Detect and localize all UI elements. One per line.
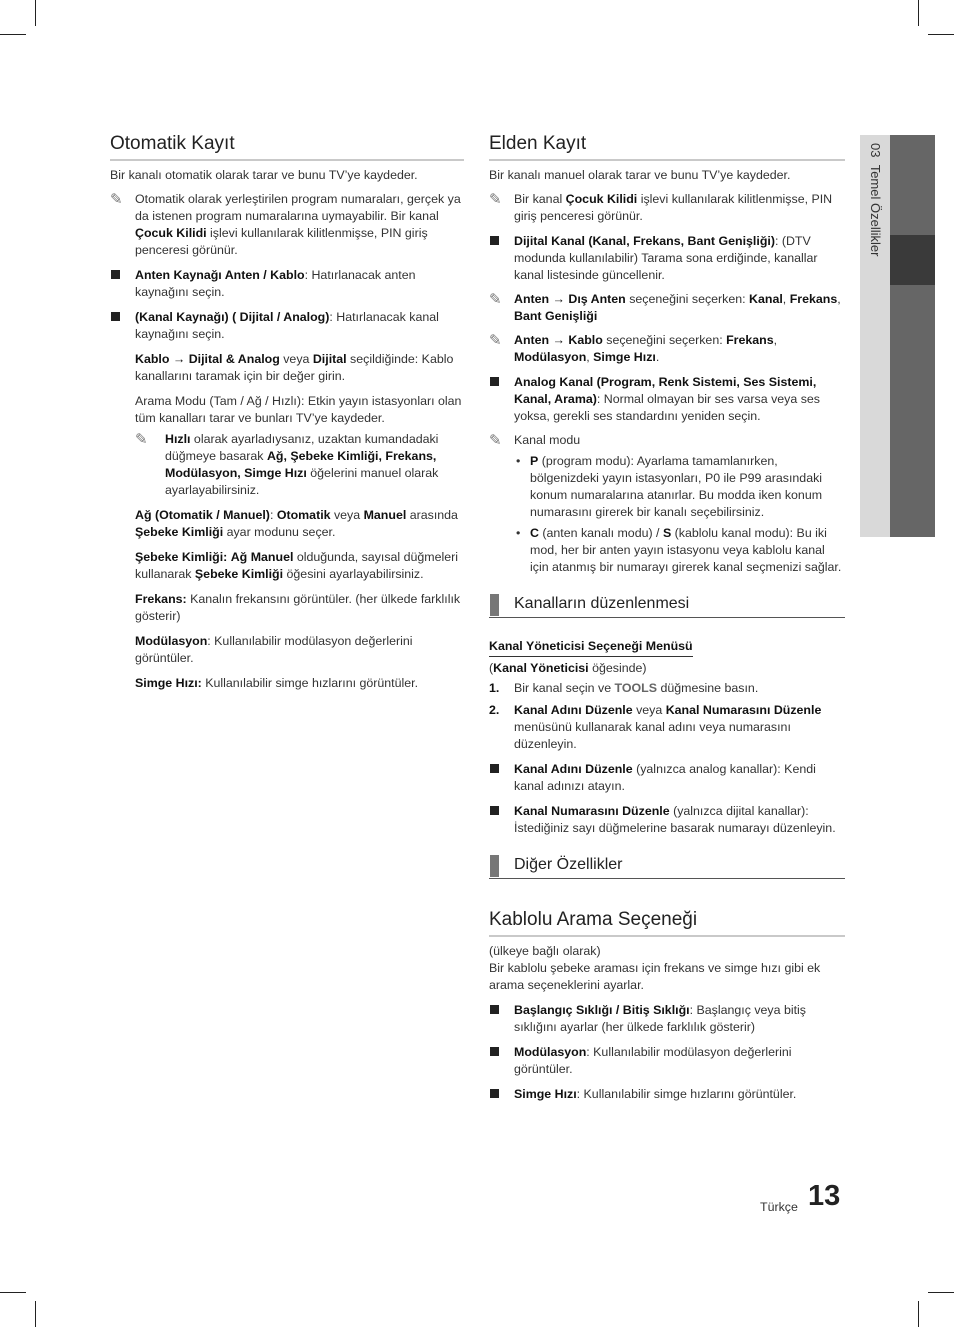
right-column <box>489 133 845 1103</box>
numbered-step: 1. Bir kanal seçin ve TOOLS düğmesine basın. <box>489 681 759 695</box>
crop-mark <box>35 1301 36 1327</box>
crop-mark <box>918 0 919 26</box>
paragraph: Arama Modu (Tam / Ağ / Hızlı): Etkin yayın istasyonları olan tüm kanalları tarar ve bunları TV’ye kaydeder. <box>135 394 462 425</box>
channel-mode-list <box>489 453 845 576</box>
square-bullet-icon <box>490 236 499 245</box>
bullet-item: Anten Kaynağı Anten / Kablo: Hatırlanacak anten kaynağını seçin. <box>110 267 464 301</box>
paragraph: Bir kablolu şebeke araması için frekans ve simge hızı gibi ek arama seçeneklerini ayarlar. <box>489 961 821 992</box>
intro-text: Bir kanalı otomatik olarak tarar ve bunu TV’ye kaydeder. <box>110 168 418 182</box>
paragraph: Kablo → Dijital & Analog veya Dijital seçildiğinde: Kablo kanallarını taramak için bir değer girin. <box>135 352 454 383</box>
paragraph: Modülasyon: Kullanılabilir modülasyon değerlerini görüntüler. <box>135 634 413 665</box>
paragraph: (Kanal Yöneticisi öğesinde) <box>489 661 647 675</box>
bullet-item: Analog Kanal (Program, Renk Sistemi, Ses Sistemi, Kanal, Arama): Normal olmayan bir ses varsa veya ses yoksa, gerekli ses standardını yeniden seçin. <box>489 374 845 425</box>
dot-bullet-icon: • <box>516 526 521 540</box>
pencil-note-icon: ✎ <box>489 332 502 349</box>
section-title: Otomatik Kayıt <box>110 133 464 161</box>
dot-bullet-icon: • <box>516 454 521 468</box>
side-tab-dark-band <box>890 135 935 537</box>
pencil-note-icon: ✎ <box>489 432 502 449</box>
side-tab-label <box>867 143 884 256</box>
pencil-note-icon: ✎ <box>489 191 502 208</box>
note: ✎ Kanal modu <box>489 432 581 449</box>
note: ✎ Anten → Dış Anten seçeneğini seçerken: Kanal, Frekans, Bant Genişliği <box>489 291 841 323</box>
subsection-heading: Diğer Özellikler <box>489 855 845 879</box>
list-item: • P (program modu): Ayarlama tamamlanırken, bölgenizdeki yayın istasyonları, P0 ile P99 arasındaki konum numaralarına atanırlar. Bu modda iken konum numarasını girerek bir kanalı seçebilirsiniz. <box>516 454 823 519</box>
square-bullet-icon <box>490 377 499 386</box>
chapter-number: 03 <box>868 143 883 158</box>
pencil-note-icon: ✎ <box>489 291 502 308</box>
paragraph: Simge Hızı: Kullanılabilir simge hızlarını görüntüler. <box>135 676 419 690</box>
chapter-title: Temel Özellikler <box>868 164 883 257</box>
side-tab-marker <box>890 235 935 285</box>
paragraph: Frekans: Kanalın frekansını görüntüler. (her ülkede farklılık gösterir) <box>135 592 461 623</box>
square-bullet-icon <box>490 764 499 773</box>
heading-bar-icon <box>490 855 499 877</box>
intro-text: Bir kanalı manuel olarak tarar ve bunu TV’ye kaydeder. <box>489 168 791 182</box>
crop-mark <box>35 0 36 26</box>
crop-mark <box>928 34 954 35</box>
square-bullet-icon <box>111 270 120 279</box>
note: ✎ Anten → Kablo seçeneğini seçerken: Frekans, Modülasyon, Simge Hızı. <box>489 332 778 364</box>
square-bullet-icon <box>490 1089 499 1098</box>
crop-mark <box>0 1292 26 1293</box>
square-bullet-icon <box>490 1005 499 1014</box>
section-title: Elden Kayıt <box>489 133 845 161</box>
subsection-heading: Kanalların düzenlenmesi <box>489 594 845 618</box>
paragraph: (ülkeye bağlı olarak) <box>489 944 601 958</box>
square-bullet-icon <box>111 312 120 321</box>
crop-mark <box>928 1292 954 1293</box>
page-number: 13 <box>808 1180 841 1212</box>
footer-language: Türkçe <box>760 1200 798 1214</box>
left-column <box>110 133 464 692</box>
note: ✎ Otomatik olarak yerleştirilen program numaraları, gerçek ya da istenen program numaralarına uymayabilir. Bir kanal Çocuk Kilidi işlevi kullanılarak kilitlenmişse, PIN giriş penceresi görünür. <box>110 191 461 257</box>
crop-mark <box>918 1301 919 1327</box>
chapter-side-tab <box>860 135 935 537</box>
bullet-item: Simge Hızı: Kullanılabilir simge hızlarını görüntüler. <box>489 1086 845 1103</box>
note: ✎ Bir kanal Çocuk Kilidi işlevi kullanılarak kilitlenmişse, PIN giriş penceresi görünür. <box>489 191 833 223</box>
menu-title: Kanal Yöneticisi Seçeneği Menüsü <box>489 638 693 657</box>
note: ✎ Hızlı olarak ayarladıysanız, uzaktan kumandadaki düğmeye basarak Ağ, Şebeke Kimliği, Frekans, Modülasyon, Simge Hızı öğelerini manuel olarak ayarlayabilirsiniz. <box>135 431 439 497</box>
section-title: Kablolu Arama Seçeneği <box>489 909 845 937</box>
square-bullet-icon <box>490 806 499 815</box>
crop-mark <box>0 34 26 35</box>
bullet-item: Kanal Adını Düzenle (yalnızca analog kanallar): Kendi kanal adınızı atayın. <box>489 761 845 795</box>
numbered-step: 2. Kanal Adını Düzenle veya Kanal Numarasını Düzenle menüsünü kullanarak kanal adını veya numarasını düzenleyin. <box>489 703 822 751</box>
bullet-item: (Kanal Kaynağı) ( Dijital / Analog): Hatırlanacak kanal kaynağını seçin. <box>110 309 464 343</box>
pencil-note-icon: ✎ <box>110 191 123 208</box>
menu-title-wrap <box>489 638 845 657</box>
list-item: • C (anten kanalı modu) / S (kablolu kanal modu): Bu iki mod, her bir anten yayın istasyonu veya kablolu kanal için atanmış bir numarayı girerek kanal seçmenizi sağlar. <box>516 526 842 574</box>
bullet-item: Modülasyon: Kullanılabilir modülasyon değerlerini görüntüler. <box>489 1044 845 1078</box>
heading-bar-icon <box>490 594 499 616</box>
pencil-note-icon: ✎ <box>135 431 148 448</box>
square-bullet-icon <box>490 1047 499 1056</box>
paragraph: Şebeke Kimliği: Ağ Manuel olduğunda, sayısal düğmeleri kullanarak Şebeke Kimliği öğesini ayarlayabilirsiniz. <box>135 550 459 581</box>
bullet-item: Başlangıç Sıklığı / Bitiş Sıklığı: Başlangıç veya bitiş sıklığını ayarlar (her ülkede farklılık gösterir) <box>489 1002 845 1036</box>
bullet-item: Kanal Numarasını Düzenle (yalnızca dijital kanallar): İstediğiniz sayı düğmelerine basarak numarayı düzenleyin. <box>489 803 845 837</box>
bullet-item: Dijital Kanal (Kanal, Frekans, Bant Genişliği): (DTV modunda kullanılabilir) Tarama sona erdiğinde, kanallar kanal listesinde güncellenir. <box>489 233 845 284</box>
paragraph: Ağ (Otomatik / Manuel): Otomatik veya Manuel arasında Şebeke Kimliği ayar modunu seçer. <box>135 508 458 539</box>
